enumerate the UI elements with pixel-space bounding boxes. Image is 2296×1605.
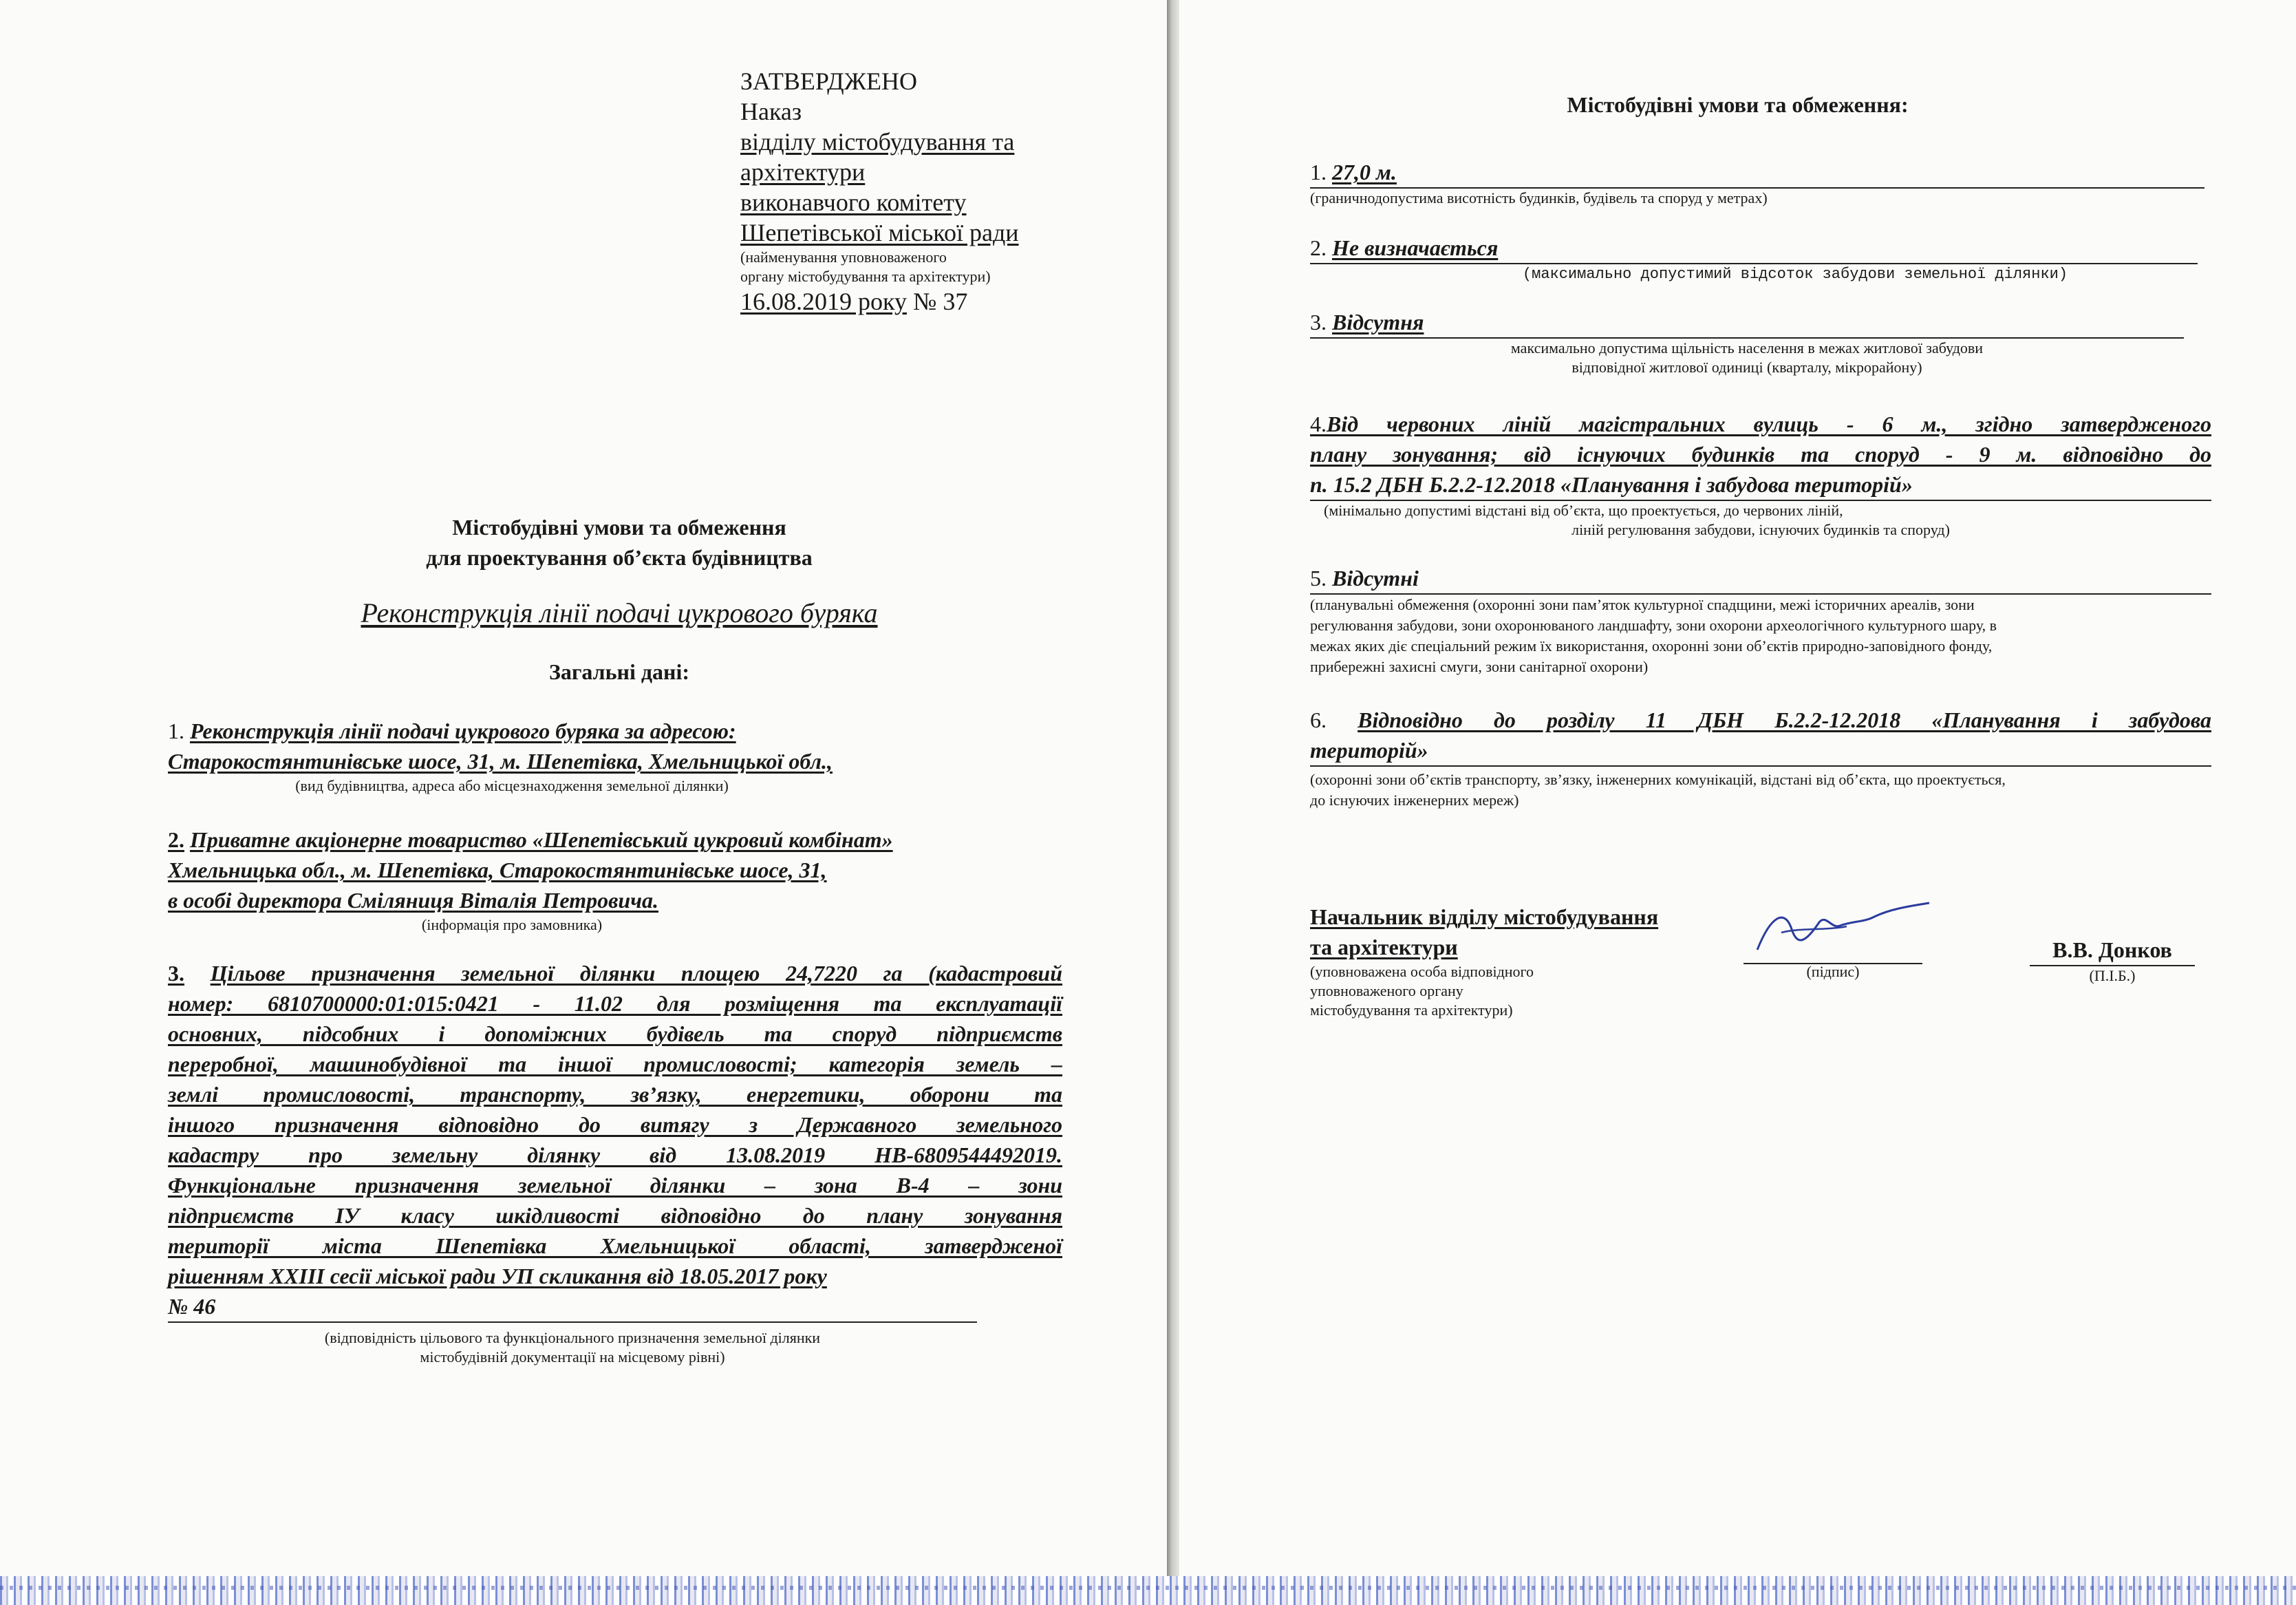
item-1-line2: Старокостянтинівське шосе, 31, м. Шепетівка, Хмельницької обл., xyxy=(168,749,833,774)
condition-2 xyxy=(1310,233,2198,285)
approval-note-2: органу містобудування та архітектури) xyxy=(740,268,991,285)
item-3-line-0: Цільове призначення земельної ділянки площею 24,7220 га (кадастровий xyxy=(210,961,1063,986)
item-3-line-6: кадастру про земельну ділянку від 13.08.2019 НВ-6809544492019. xyxy=(168,1142,1062,1167)
handwritten-signature xyxy=(1744,902,1936,970)
left-page xyxy=(0,0,1167,1576)
condition-1-note: (граничнодопустима висотність будинків, будівель та споруд у метрах) xyxy=(1310,189,1768,206)
right-title: Містобудівні умови та обмеження: xyxy=(1567,92,1909,117)
item-3-line-11: № 46 xyxy=(168,1291,977,1323)
item-2-num: 2. xyxy=(168,827,184,852)
condition-5-num: 5. xyxy=(1310,566,1327,591)
item-3-line-7: Функціональне призначення земельної ділянки – зона В-4 – зони xyxy=(168,1173,1062,1198)
item-1-note: (вид будівництва, адреса або місцезнаходження земельної ділянки) xyxy=(295,777,729,794)
condition-4-num: 4. xyxy=(1310,412,1327,436)
condition-6-line2: територій» xyxy=(1310,735,2211,767)
condition-5-value: Відсутні xyxy=(1332,566,1419,591)
item-3-line-1: номер: 6810700000:01:015:0421 - 11.02 для розміщення та експлуатації xyxy=(168,991,1062,1016)
item-3-note-1: (відповідність цільового та функціонального призначення земельної ділянки xyxy=(324,1329,821,1346)
signature-position-line1: Начальник відділу містобудування xyxy=(1310,904,1659,929)
approval-date: 16.08.2019 року xyxy=(740,288,907,315)
item-1-num: 1. xyxy=(168,719,184,743)
condition-4 xyxy=(1310,409,2211,540)
item-3-line-2: основних, підсобних і допоміжних будівель та споруд підприємств xyxy=(168,1021,1062,1046)
left-title xyxy=(206,512,1032,573)
condition-2-value: Не визначається xyxy=(1332,235,1499,260)
item-3-num: 3. xyxy=(168,961,184,986)
signature-position-note-3: містобудування та архітектури) xyxy=(1310,1001,1513,1019)
item-3-line-9: території міста Шепетівка Хмельницької області, затвердженої xyxy=(168,1233,1062,1258)
condition-3-note-2: відповідної житлової одиниці (кварталу, мікрорайону) xyxy=(1571,359,1922,376)
condition-3 xyxy=(1310,307,2184,377)
condition-2-num: 2. xyxy=(1310,235,1327,260)
item-2-line1: Приватне акціонерне товариство «Шепетівський цукровий комбінат» xyxy=(190,827,893,852)
object-name: Реконструкція лінії подачі цукрового буряка xyxy=(361,597,878,628)
condition-5-note-2: регулювання забудови, зони охоронюваного ландшафту, зони охорони археологічного культурного шару, в xyxy=(1310,617,1997,634)
item-2-note: (інформація про замовника) xyxy=(421,916,603,933)
approval-order: Наказ xyxy=(740,98,802,125)
signature-position-note-1: (уповноважена особа відповідного xyxy=(1310,963,1534,980)
condition-1-num: 1. xyxy=(1310,160,1327,184)
condition-3-note-1: максимально допустима щільність населення в межах житлової забудови xyxy=(1510,339,1984,357)
signature-position-note-2: уповноваженого органу xyxy=(1310,982,1463,999)
condition-3-value: Відсутня xyxy=(1332,310,1424,334)
approval-dept-4: Шепетівської міської ради xyxy=(740,219,1019,246)
condition-5-note-3: межах яких діє спеціальний режим їх використання, охоронні зони об’єктів природно-заповідного фонду, xyxy=(1310,637,1993,655)
condition-1 xyxy=(1310,157,2204,208)
item-3 xyxy=(168,958,1062,1367)
approval-number: № 37 xyxy=(912,288,968,315)
condition-5-note-1: (планувальні обмеження (охоронні зони пам’яток культурної спадщини, межі історичних ареалів, зони xyxy=(1310,596,1975,613)
item-3-line-3: переробної, машинобудівної та іншої промисловості; категорія земель – xyxy=(168,1052,1062,1076)
condition-4-note-2: ліній регулювання забудови, існуючих будинків та споруд) xyxy=(1571,521,1950,538)
condition-4-line2: плану зонування; від існуючих будинків та споруд - 9 м. відповідно до xyxy=(1310,442,2211,467)
signature-name-block xyxy=(2030,935,2195,986)
left-title-line1: Містобудівні умови та обмеження xyxy=(452,515,786,540)
condition-4-line1: Від червоних ліній магістральних вулиць - 6 м., згідно затвердженого xyxy=(1327,412,2211,436)
general-heading: Загальні дані: xyxy=(548,659,690,684)
item-1-line1: Реконструкція лінії подачі цукрового буряка за адресою: xyxy=(190,719,736,743)
item-2 xyxy=(168,825,1062,935)
right-page xyxy=(1179,0,2296,1576)
left-title-line2: для проектування об’єкта будівництва xyxy=(426,545,813,570)
approval-stamp: ЗАТВЕРДЖЕНО xyxy=(740,67,917,95)
approval-dept-1: відділу містобудування та xyxy=(740,128,1015,156)
condition-5-note-4: прибережні захисні смуги, зони санітарної охорони) xyxy=(1310,658,1649,675)
condition-6-note-1: (охоронні зони об’єктів транспорту, зв’язку, інженерних комунікацій, відстані від об’єкта, що проектується, xyxy=(1310,771,2006,788)
item-3-note-2: містобудівній документації на місцевому рівні) xyxy=(420,1348,725,1365)
object-title xyxy=(206,596,1032,630)
condition-6 xyxy=(1310,705,2211,811)
signature-position-line2: та архітектури xyxy=(1310,935,1458,959)
item-3-line-4: землі промисловості, транспорту, зв’язку, енергетики, оборони та xyxy=(168,1082,1062,1107)
approval-dept-2: архітектури xyxy=(740,158,866,186)
signature-position xyxy=(1310,902,1792,1020)
item-3-line-10: рішенням XXIII сесії міської ради УП скликання від 18.05.2017 року xyxy=(168,1264,827,1288)
approval-note-1: (найменування уповноваженого xyxy=(740,248,947,266)
signature-name-note: (П.І.Б.) xyxy=(2089,967,2136,984)
signature-name: В.В. Донков xyxy=(2030,935,2195,966)
signature-sign-note: (підпис) xyxy=(1806,963,1860,980)
condition-5 xyxy=(1310,563,2211,677)
item-3-line-5: іншого призначення відповідно до витягу з Державного земельного xyxy=(168,1112,1062,1137)
scan-artifact-strip xyxy=(0,1576,2296,1605)
condition-1-value: 27,0 м. xyxy=(1332,160,1397,184)
condition-6-line1: Відповідно до розділу 11 ДБН Б.2.2-12.2018 «Планування і забудова xyxy=(1358,708,2211,732)
item-1 xyxy=(168,716,1062,796)
condition-4-line3: п. 15.2 ДБН Б.2.2-12.2018 «Планування і забудова територій» xyxy=(1310,469,2211,501)
item-3-line-8: підприємств ІУ класу шкідливості відповідно до плану зонування xyxy=(168,1203,1062,1228)
approval-dept-3: виконавчого комітету xyxy=(740,189,967,216)
condition-6-note-2: до існуючих інженерних мереж) xyxy=(1310,791,1519,809)
condition-2-note: (максимально допустимий відсоток забудови земельної ділянки) xyxy=(1522,266,2068,283)
condition-3-num: 3. xyxy=(1310,310,1327,334)
page-gap xyxy=(1167,0,1179,1576)
condition-4-note-1: (мінімально допустимі відстані від об’єкта, що проектується, до червоних ліній, xyxy=(1324,502,1843,519)
approval-block xyxy=(740,66,1126,317)
item-2-line3: в особі директора Сміляниця Віталія Петровича. xyxy=(168,888,658,913)
item-2-line2: Хмельницька обл., м. Шепетівка, Старокостянтинівське шосе, 31, xyxy=(168,858,827,882)
condition-6-num: 6. xyxy=(1310,708,1327,732)
